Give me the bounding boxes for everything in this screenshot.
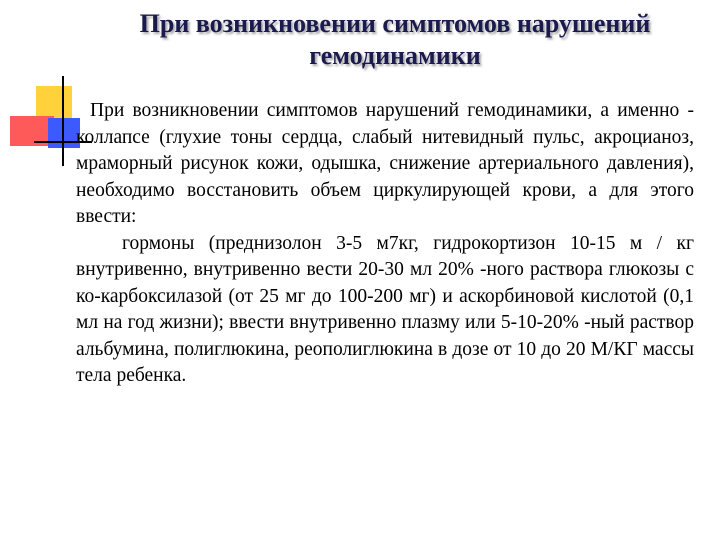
logo-vertical-line	[62, 76, 64, 166]
slide-body	[76, 98, 694, 390]
slide-title: При возникновении симптомов нарушений гемодинамики	[139, 9, 651, 70]
body-paragraph-2: гормоны (преднизолон 3-5 м7кг, гидрокортизон 10-15 м / кг внутривенно, внутривенно вести 20-30 мл 20% -ного раствора глюкозы с ко-карбоксилазой (от 25 мг до 100-200 мг) и аскорбиновой кислотой (0,1 мл на год жизни); ввести внутривенно плазму или 5-10-20% -ный раствор альбумина, полиглюкина, реополиглюкина в дозе от 10 до 20 М/КГ массы тела ребенка.	[76, 232, 694, 386]
body-paragraph-1: При возникновении симптомов нарушений гемодинамики, а именно - коллапсе (глухие тоны сердца, слабый нитевидный пульс, акроцианоз, мраморный рисунок кожи, одышка, снижение артериального давления), необходимо восстановить объем циркулирующей крови, а для этого ввести:	[76, 100, 694, 227]
